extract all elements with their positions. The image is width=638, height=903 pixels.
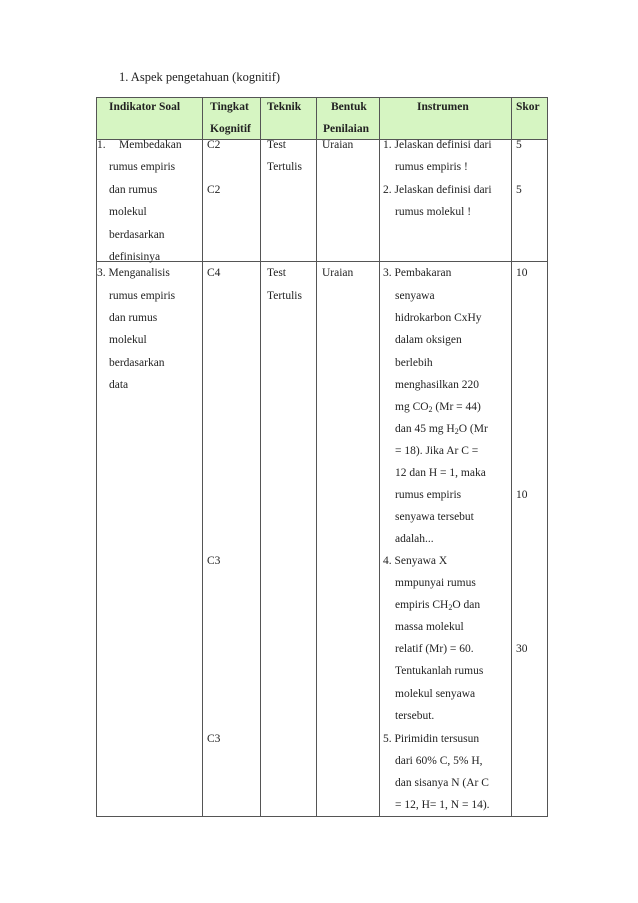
row1-skor: 5 (516, 139, 522, 151)
row2-tingkat: C4 (207, 267, 221, 279)
row2-teknik: Tertulis (267, 290, 302, 302)
row1-teknik: Test (267, 139, 286, 151)
row2-instrumen: 12 dan H = 1, maka (395, 467, 486, 479)
header-bentuk-1: Bentuk (331, 101, 367, 113)
row2-instrumen: 5. Pirimidin tersusun (383, 733, 480, 745)
row2-instrumen: tersebut. (395, 710, 435, 722)
row1-indikator: berdasarkan (109, 229, 165, 241)
row2-instrumen: = 18). Jika Ar C = (395, 445, 479, 457)
row2-indikator: berdasarkan (109, 357, 165, 369)
row2-instrumen: senyawa (395, 290, 435, 302)
header-instrumen: Instrumen (417, 101, 469, 113)
row2-indikator: dan rumus (109, 312, 158, 324)
row2-indikator: data (109, 379, 129, 391)
row2-instrumen: hidrokarbon CxHy (395, 312, 482, 324)
row2-instrumen: senyawa tersebut (395, 511, 474, 523)
row2-instrumen: menghasilkan 220 (395, 379, 479, 391)
row1-instrumen: rumus empiris ! (395, 161, 468, 173)
row1-indikator: Membedakan (119, 139, 182, 151)
row2-instrumen: rumus empiris (395, 489, 462, 501)
row2-instrumen: mmpunyai rumus (395, 577, 476, 589)
row2-bentuk: Uraian (322, 267, 354, 279)
row2-teknik: Test (267, 267, 286, 279)
row2-skor: 10 (516, 489, 528, 501)
row2-tingkat: C3 (207, 555, 221, 567)
row1-indikator: definisinya (109, 251, 161, 263)
row2-instrumen: 3. Pembakaran (383, 267, 452, 279)
row2-instrumen: dan 45 mg $H_2O$ (Mr (395, 423, 488, 436)
assessment-table (96, 97, 548, 817)
row2-instrumen: empiris $CH_2O$ dan (395, 599, 481, 612)
header-skor: Skor (516, 101, 540, 113)
row2-skor: 30 (516, 643, 528, 655)
row1-indikator: rumus empiris (109, 161, 176, 173)
row2-instrumen: relatif (Mr) = 60. (395, 643, 474, 655)
row2-indikator: molekul (109, 334, 147, 346)
row2-instrumen: dalam oksigen (395, 334, 462, 346)
header-tingkat-2: Kognitif (210, 123, 251, 135)
row2-instrumen: mg $CO_2$ (Mr = 44) (395, 401, 481, 414)
row2-instrumen: = 12, H= 1, N = 14). (395, 799, 490, 811)
row1-tingkat: C2 (207, 139, 221, 151)
header-teknik: Teknik (267, 101, 302, 113)
row1-indikator: molekul (109, 206, 147, 218)
row2-indikator: 3. Menganalisis (97, 267, 170, 279)
row1-tingkat: C2 (207, 184, 221, 196)
row1-instrumen: 2. Jelaskan definisi dari (383, 184, 492, 196)
row2-instrumen: adalah... (395, 533, 434, 545)
row2-indikator: rumus empiris (109, 290, 176, 302)
row2-tingkat: C3 (207, 733, 221, 745)
header-indikator: Indikator Soal (109, 101, 181, 113)
row2-instrumen: dan sisanya N (Ar C (395, 777, 489, 789)
row1-number: 1. (97, 139, 106, 151)
row1-instrumen: 1. Jelaskan definisi dari (383, 139, 492, 151)
section-heading: 1. Aspek pengetahuan (kognitif) (119, 70, 281, 84)
row2-instrumen: berlebih (395, 357, 433, 369)
row2-instrumen: molekul senyawa (395, 688, 476, 700)
row1-indikator: dan rumus (109, 184, 158, 196)
row2-instrumen: Tentukanlah rumus (395, 665, 484, 677)
header-tingkat-1: Tingkat (210, 101, 249, 113)
row1-teknik: Tertulis (267, 161, 302, 173)
row2-instrumen: massa molekul (395, 621, 464, 633)
header-bentuk-2: Penilaian (323, 123, 370, 135)
row1-bentuk: Uraian (322, 139, 354, 151)
row2-skor: 10 (516, 267, 528, 279)
row1-instrumen: rumus molekul ! (395, 206, 472, 218)
row1-skor: 5 (516, 184, 522, 196)
row2-instrumen: dari 60% C, 5% H, (395, 755, 483, 767)
row2-instrumen: 4. Senyawa X (383, 555, 448, 567)
